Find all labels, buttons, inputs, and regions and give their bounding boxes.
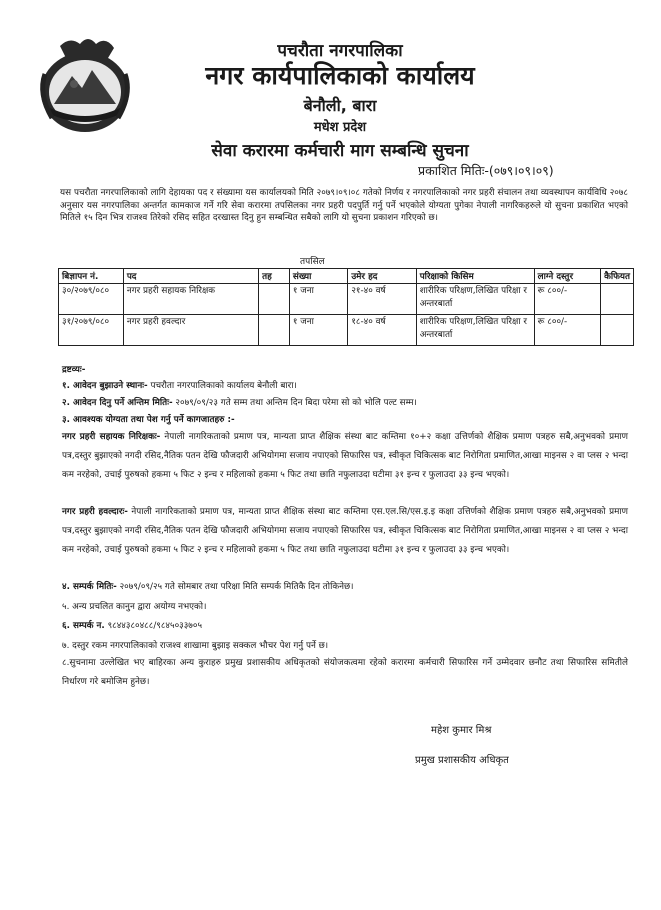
table-cell: रू ८००/- (534, 315, 600, 346)
vacancy-table (58, 268, 634, 346)
note-1 (62, 379, 297, 391)
published-date: प्रकाशित मितिः-(०७९।०९।०९) (418, 163, 554, 178)
note-7: ७. दस्तुर रकम नगरपालिकाको राजश्व शाखामा बुझाइ सक्कल भौचर पेश गर्नु पर्ने छ। (62, 641, 329, 651)
notice-title: सेवा करारमा कर्मचारी माग सम्बन्धि सुचना (211, 141, 469, 161)
table-cell: नगर प्रहरी सहायक निरिक्षक (123, 284, 258, 315)
table-caption: तपसिल (300, 257, 325, 267)
note-5: ५. अन्य प्रचलित कानुन द्वारा अयोग्य नभएको। (62, 602, 207, 612)
signatory-title: प्रमुख प्रशासकीय अधिकृत (415, 755, 509, 766)
table-cell: १ जना (289, 315, 347, 346)
column-header: बिज्ञापन नं. (59, 269, 124, 284)
table-cell: रू ८००/- (534, 284, 600, 315)
note-6-label: ६. सम्पर्क न. (62, 621, 105, 631)
nepal-emblem-icon (30, 34, 140, 138)
table-cell: १ जना (289, 284, 347, 315)
asi-requirements (62, 428, 628, 485)
intro-paragraph: यस पचरौता नगरपालिकाको लागि देहायका पद र संख्यामा यस कार्यालयको मिति २०७९।०९।०८ गतेको निर्णय र नगरपालिकाको नगर प्रहरी संचालन तथा व्यवस्थापन कार्यविधि २०७८ अनुसार यस नगरपालिका अन्तर्गत कामकाज गर्ने गरि सेवा करारमा तपसिलका नगर प्रहरी पदपुर्ति गर्नु पर्ने भएकोले योग्यता पुगेका नेपाली नागरिकहरुले यो सुचना प्रकाशित भएको मितिले १५ दिन भित्र राजश्व तिरेको रसिद सहित दरखास्त दिनु हुन सम्बन्धित सबैको लागि यो सुचना प्रकाशन गरिएको छ। (60, 188, 628, 223)
note-2-text: २०७९/०९/२३ गते सम्म तथा अन्तिम दिन बिदा परेमा सो को भोलि पल्ट सम्म। (172, 398, 417, 408)
column-header: लाग्ने दस्तुर (534, 269, 600, 284)
office-location: बेनौली, बारा (303, 96, 377, 115)
note-4 (62, 580, 354, 592)
column-header: तह (259, 269, 290, 284)
note-1-text: पचरौता नगरपालिकाको कार्यालय बेनौली बारा। (147, 381, 297, 391)
table-cell: १८-४० वर्ष (348, 315, 416, 346)
table-header-row (59, 269, 634, 284)
column-header: उमेर हद (348, 269, 416, 284)
column-header: परिक्षाको किसिम (416, 269, 534, 284)
column-header: पद (123, 269, 258, 284)
havaldar-text: नेपाली नागरिकताको प्रमाण पत्र, मान्यता प्राप्त शैक्षिक संस्था बाट कम्तिमा एस.एल.सि/एस.इ.इ कक्षा उत्तिर्णको शैक्षिक प्रमाण पत्रहरु सबै,अनुभवको प्रमाण पत्र,दस्तुर बुझाएको नगदी रसिद,नैतिक पतन देखि फौजदारी अभियोगमा सजाय नपाएको सिफारिस पत्र, स्वीकृत चिकित्सक बाट निरोगिता प्रमाणित,आखा माइनस २ वा प्लस २ भन्दा कम नरहेको, उचाई पुरुषको हकमा ५ फिट २ इन्च र महिलाको हकमा ५ फिट तथा छाति नफुलाउदा घटीमा ३१ इन्च र फुलाउदा ३३ इन्च भएको। (62, 507, 628, 555)
note-6 (62, 619, 202, 631)
table-cell: ३०/२०७९/०८० (59, 284, 124, 315)
province-name: मधेश प्रदेश (313, 120, 367, 135)
table-cell (601, 315, 634, 346)
table-cell: शारीरिक परिक्षण,लिखित परिक्षा र अन्तरबार्ता (416, 315, 534, 346)
asi-text: नेपाली नागरिकताको प्रमाण पत्र, मान्यता प्राप्त शैक्षिक संस्था बाट कम्तिमा १०+२ कक्षा उत्तिर्णको शैक्षिक प्रमाण पत्रहरु सबै,अनुभवको प्रमाण पत्र,दस्तुर बुझाएको नगदी रसिद,नैतिक पतन देखि फौजदारी अभियोगमा सजाय नपाएको सिफारिस पत्र, स्वीकृत चिकित्सक बाट निरोगिता प्रमाणित,आखा माइनस २ वा प्लस २ भन्दा कम नरहेको, उचाई पुरुषको हकमा ५ फिट २ इन्च र महिलाको हकमा ५ फिट तथा छाति नफुलाउदा घटीमा ३१ इन्च र फुलाउदा ३३ इन्च भएको। (62, 432, 628, 480)
municipality-name: पचरौता नगरपालिका (277, 41, 403, 61)
note-1-label: १. आवेदन बुझाउने स्थानः- (62, 381, 148, 391)
asi-label: नगर प्रहरी सहायक निरिक्षकः- (62, 432, 161, 442)
havaldar-label: नगर प्रहरी हवल्दारः- (62, 507, 128, 517)
note-3-heading: ३. आवश्यक योग्यता तथा पेश गर्नु पर्ने कागजातहरु :- (62, 415, 235, 425)
table-cell: शारीरिक परिक्षण,लिखित परिक्षा र अन्तरबार्ता (416, 284, 534, 315)
table-cell: ३१/२०७९/०८० (59, 315, 124, 346)
table-cell (601, 284, 634, 315)
column-header: कैफियत (601, 269, 634, 284)
note-4-text: २०७९/०९/२५ गते सोमबार तथा परिक्षा मिति सम्पर्क मितिकै दिन तोकिनेछ। (116, 582, 354, 592)
note-2-label: २. आवेदन दिनु पर्ने अन्तिम मितिः- (62, 398, 173, 408)
office-name: नगर कार्यपालिकाको कार्यालय (205, 61, 475, 90)
table-cell: २१-४० वर्ष (348, 284, 416, 315)
table-cell (259, 284, 290, 315)
table-row (59, 315, 634, 346)
note-8: ८.सुचनामा उल्लेखित भए बाहिरका अन्य कुराहरु प्रमुख प्रशासकीय अधिकृतको संयोजकत्वमा रहेको करारमा कर्मचारी सिफारिस गर्ने उम्मेदवार छनौट तथा सिफारिस समितीले निर्धारण गरे बमोजिम हुनेछ। (62, 658, 628, 687)
table-row (59, 284, 634, 315)
table-cell: नगर प्रहरी हवल्दार (123, 315, 258, 346)
notes-heading: द्रष्टव्यः- (62, 365, 86, 375)
havaldar-requirements (62, 503, 628, 560)
note-6-text: ९८४४३८०४८८/९८४५०३३७०५ (104, 621, 203, 631)
table-cell (259, 315, 290, 346)
note-4-label: ४. सम्पर्क मितिः- (62, 582, 117, 592)
signatory-name: महेश कुमार मिश्र (431, 725, 492, 736)
note-2 (62, 396, 417, 408)
column-header: संख्या (289, 269, 347, 284)
